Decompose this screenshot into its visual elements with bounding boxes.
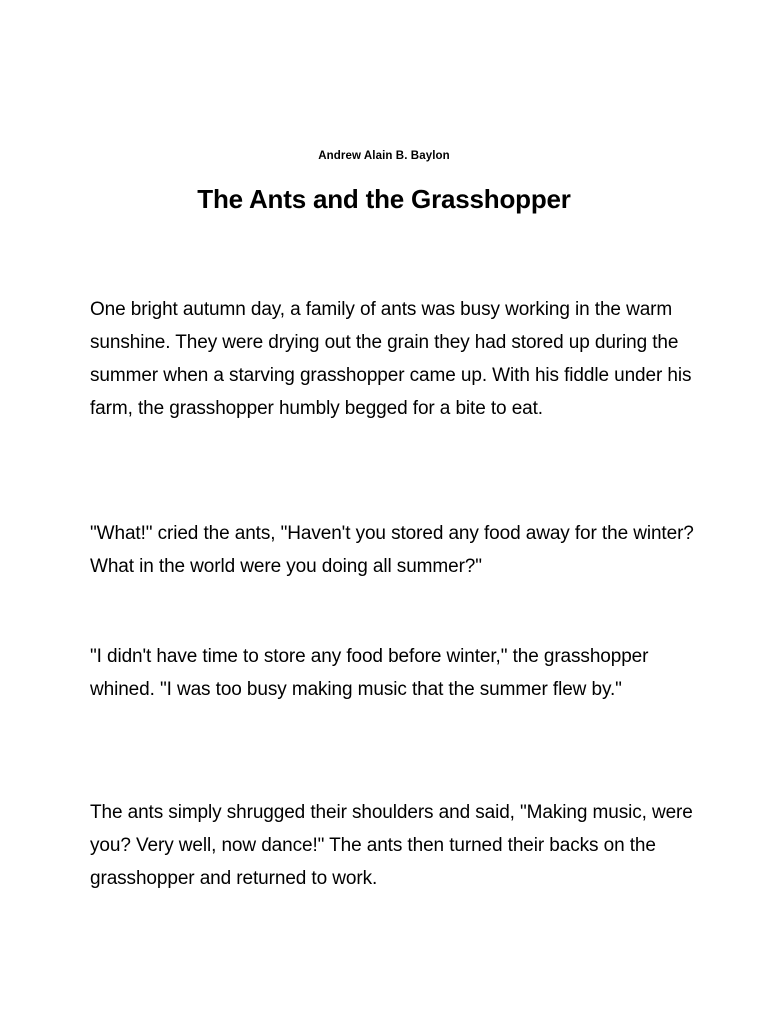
paragraph-3: "I didn't have time to store any food before winter," the grasshopper whined. "I was too busy making music that the summer flew by." — [90, 646, 649, 700]
document-title: The Ants and the Grasshopper — [197, 184, 571, 214]
paragraph-1: One bright autumn day, a family of ants was busy working in the warm sunshine. They were drying out the grain they had stored up during the summer when a starving grasshopper came up. With his fiddle under his farm, the grasshopper humbly begged for a bite to eat. — [90, 299, 692, 419]
paragraph-2: "What!" cried the ants, "Haven't you stored any food away for the winter? What in the world were you doing all summer?" — [90, 523, 694, 577]
paragraph-4: The ants simply shrugged their shoulders and said, "Making music, were you? Very well, now dance!" The ants then turned their backs on the grasshopper and returned to work. — [90, 802, 693, 889]
author-name: Andrew Alain B. Baylon — [318, 150, 450, 162]
